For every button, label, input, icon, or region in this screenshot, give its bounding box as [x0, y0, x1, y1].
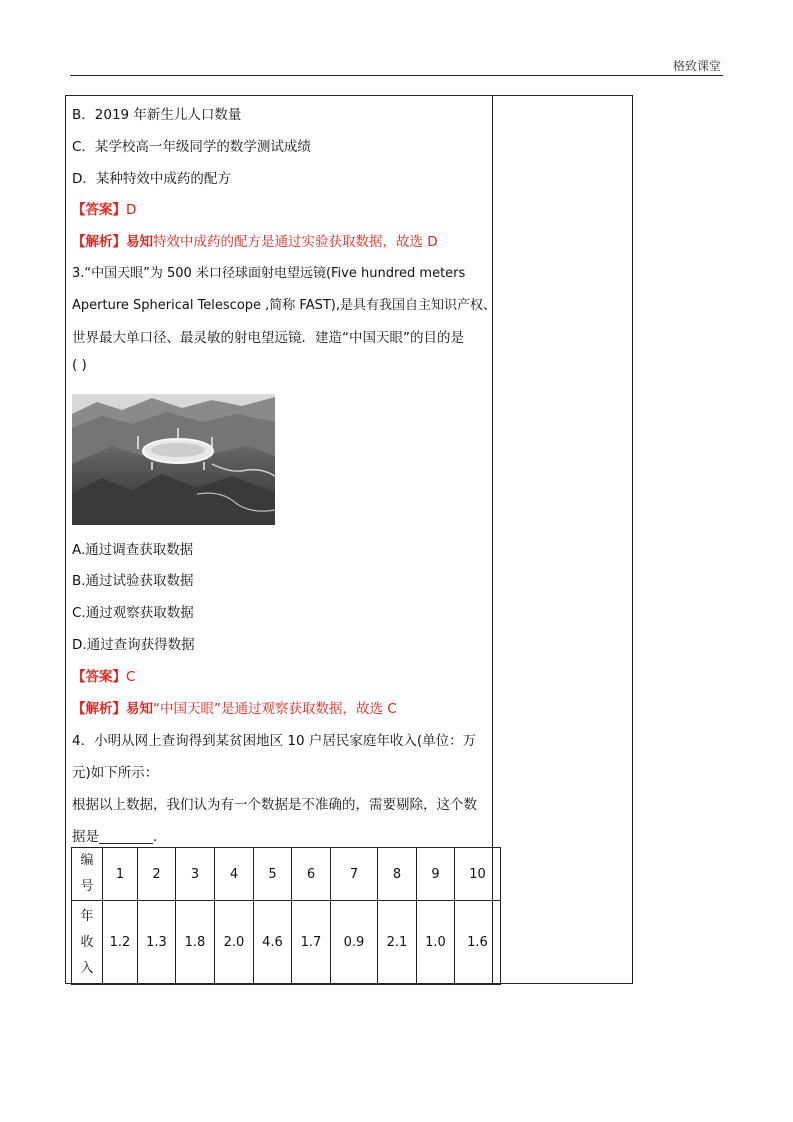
header-rule [70, 75, 723, 76]
table-cell: 1.7 [292, 901, 331, 985]
table-cell: 2.0 [215, 901, 254, 985]
answer-2 [72, 665, 135, 685]
answer-value: C [126, 669, 136, 685]
table-cell: 10 [455, 848, 501, 901]
header-char: 年 [80, 908, 94, 924]
table-cell: 7 [331, 848, 378, 901]
table-row-incomes [72, 901, 501, 985]
answer-value: D [126, 202, 137, 218]
explanation-tag: 【解析】 [72, 234, 126, 250]
explanation-text: “中国天眼”是通过观察获取数据，故选 C [153, 701, 397, 717]
explanation-tag: 【解析】 [72, 701, 126, 717]
table-cell: 8 [378, 848, 417, 901]
table-cell: 4 [215, 848, 254, 901]
table-row-numbers [72, 848, 501, 901]
table-cell: 2.1 [378, 901, 417, 985]
row-header-number [72, 848, 103, 901]
explanation-key: 易知 [126, 701, 153, 717]
question-4-line-3: 根据以上数据，我们认为有一个数据是不准确的，需要剔除，这个数 [72, 797, 477, 813]
question-3-option-b: B.通过试验获取数据 [72, 573, 194, 589]
question-3-option-c: C.通过观察获取数据 [72, 605, 194, 621]
question-3-line-3: 世界最大单口径、最灵敏的射电望远镜．建造“中国天眼”的目的是 [72, 330, 464, 346]
header-char: 号 [80, 879, 94, 894]
question-3-line-1: 3.“中国天眼”为 500 米口径球面射电望远镜(Five hundred meters [72, 266, 466, 281]
explanation-key: 易知 [126, 234, 153, 250]
question-4-line-1: 4．小明从网上查询得到某贫困地区 10 户居民家庭年收入(单位：万 [72, 733, 477, 749]
row-header-income [72, 901, 103, 985]
brand-label: 格致课堂 [672, 59, 721, 73]
table-cell: 4.6 [254, 901, 292, 985]
table-cell: 0.9 [331, 901, 378, 985]
explanation-text: 特效中成药的配方是通过实验获取数据，故选 D [153, 234, 438, 250]
header-char: 入 [80, 960, 94, 976]
question-4-line-2: 元)如下所示： [72, 765, 159, 781]
header-char: 编 [80, 853, 94, 868]
header-char: 收 [80, 934, 94, 950]
fast-telescope-photo [72, 394, 275, 525]
table-cell: 6 [292, 848, 331, 901]
answer-tag: 【答案】 [72, 669, 126, 685]
question-3-option-d: D.通过查询获得数据 [72, 637, 195, 653]
answer-tag: 【答案】 [72, 202, 126, 218]
table-cell: 1 [103, 848, 138, 901]
table-cell: 1.6 [455, 901, 501, 985]
option-c: C．某学校高一年级同学的数学测试成绩 [72, 139, 311, 155]
answer-1 [72, 198, 136, 218]
table-cell: 1.8 [176, 901, 215, 985]
income-table [71, 847, 501, 985]
question-3-option-a: A.通过调查获取数据 [72, 542, 194, 558]
option-b: B．2019 年新生儿人口数量 [72, 107, 242, 123]
explanation-2 [72, 697, 397, 717]
table-cell: 1.0 [417, 901, 455, 985]
option-d: D．某种特效中成药的配方 [72, 171, 231, 187]
table-cell: 1.2 [103, 901, 138, 985]
table-cell: 5 [254, 848, 292, 901]
table-cell: 9 [417, 848, 455, 901]
table-cell: 2 [138, 848, 176, 901]
question-3-line-2: Aperture Spherical Telescope ,简称 FAST),是具有我国自主知识产权、 [72, 298, 497, 313]
question-4-line-4: 据是________． [72, 829, 167, 845]
explanation-1 [72, 230, 438, 250]
table-cell: 1.3 [138, 901, 176, 985]
table-cell: 3 [176, 848, 215, 901]
question-3-blank: ( ) [72, 357, 87, 373]
